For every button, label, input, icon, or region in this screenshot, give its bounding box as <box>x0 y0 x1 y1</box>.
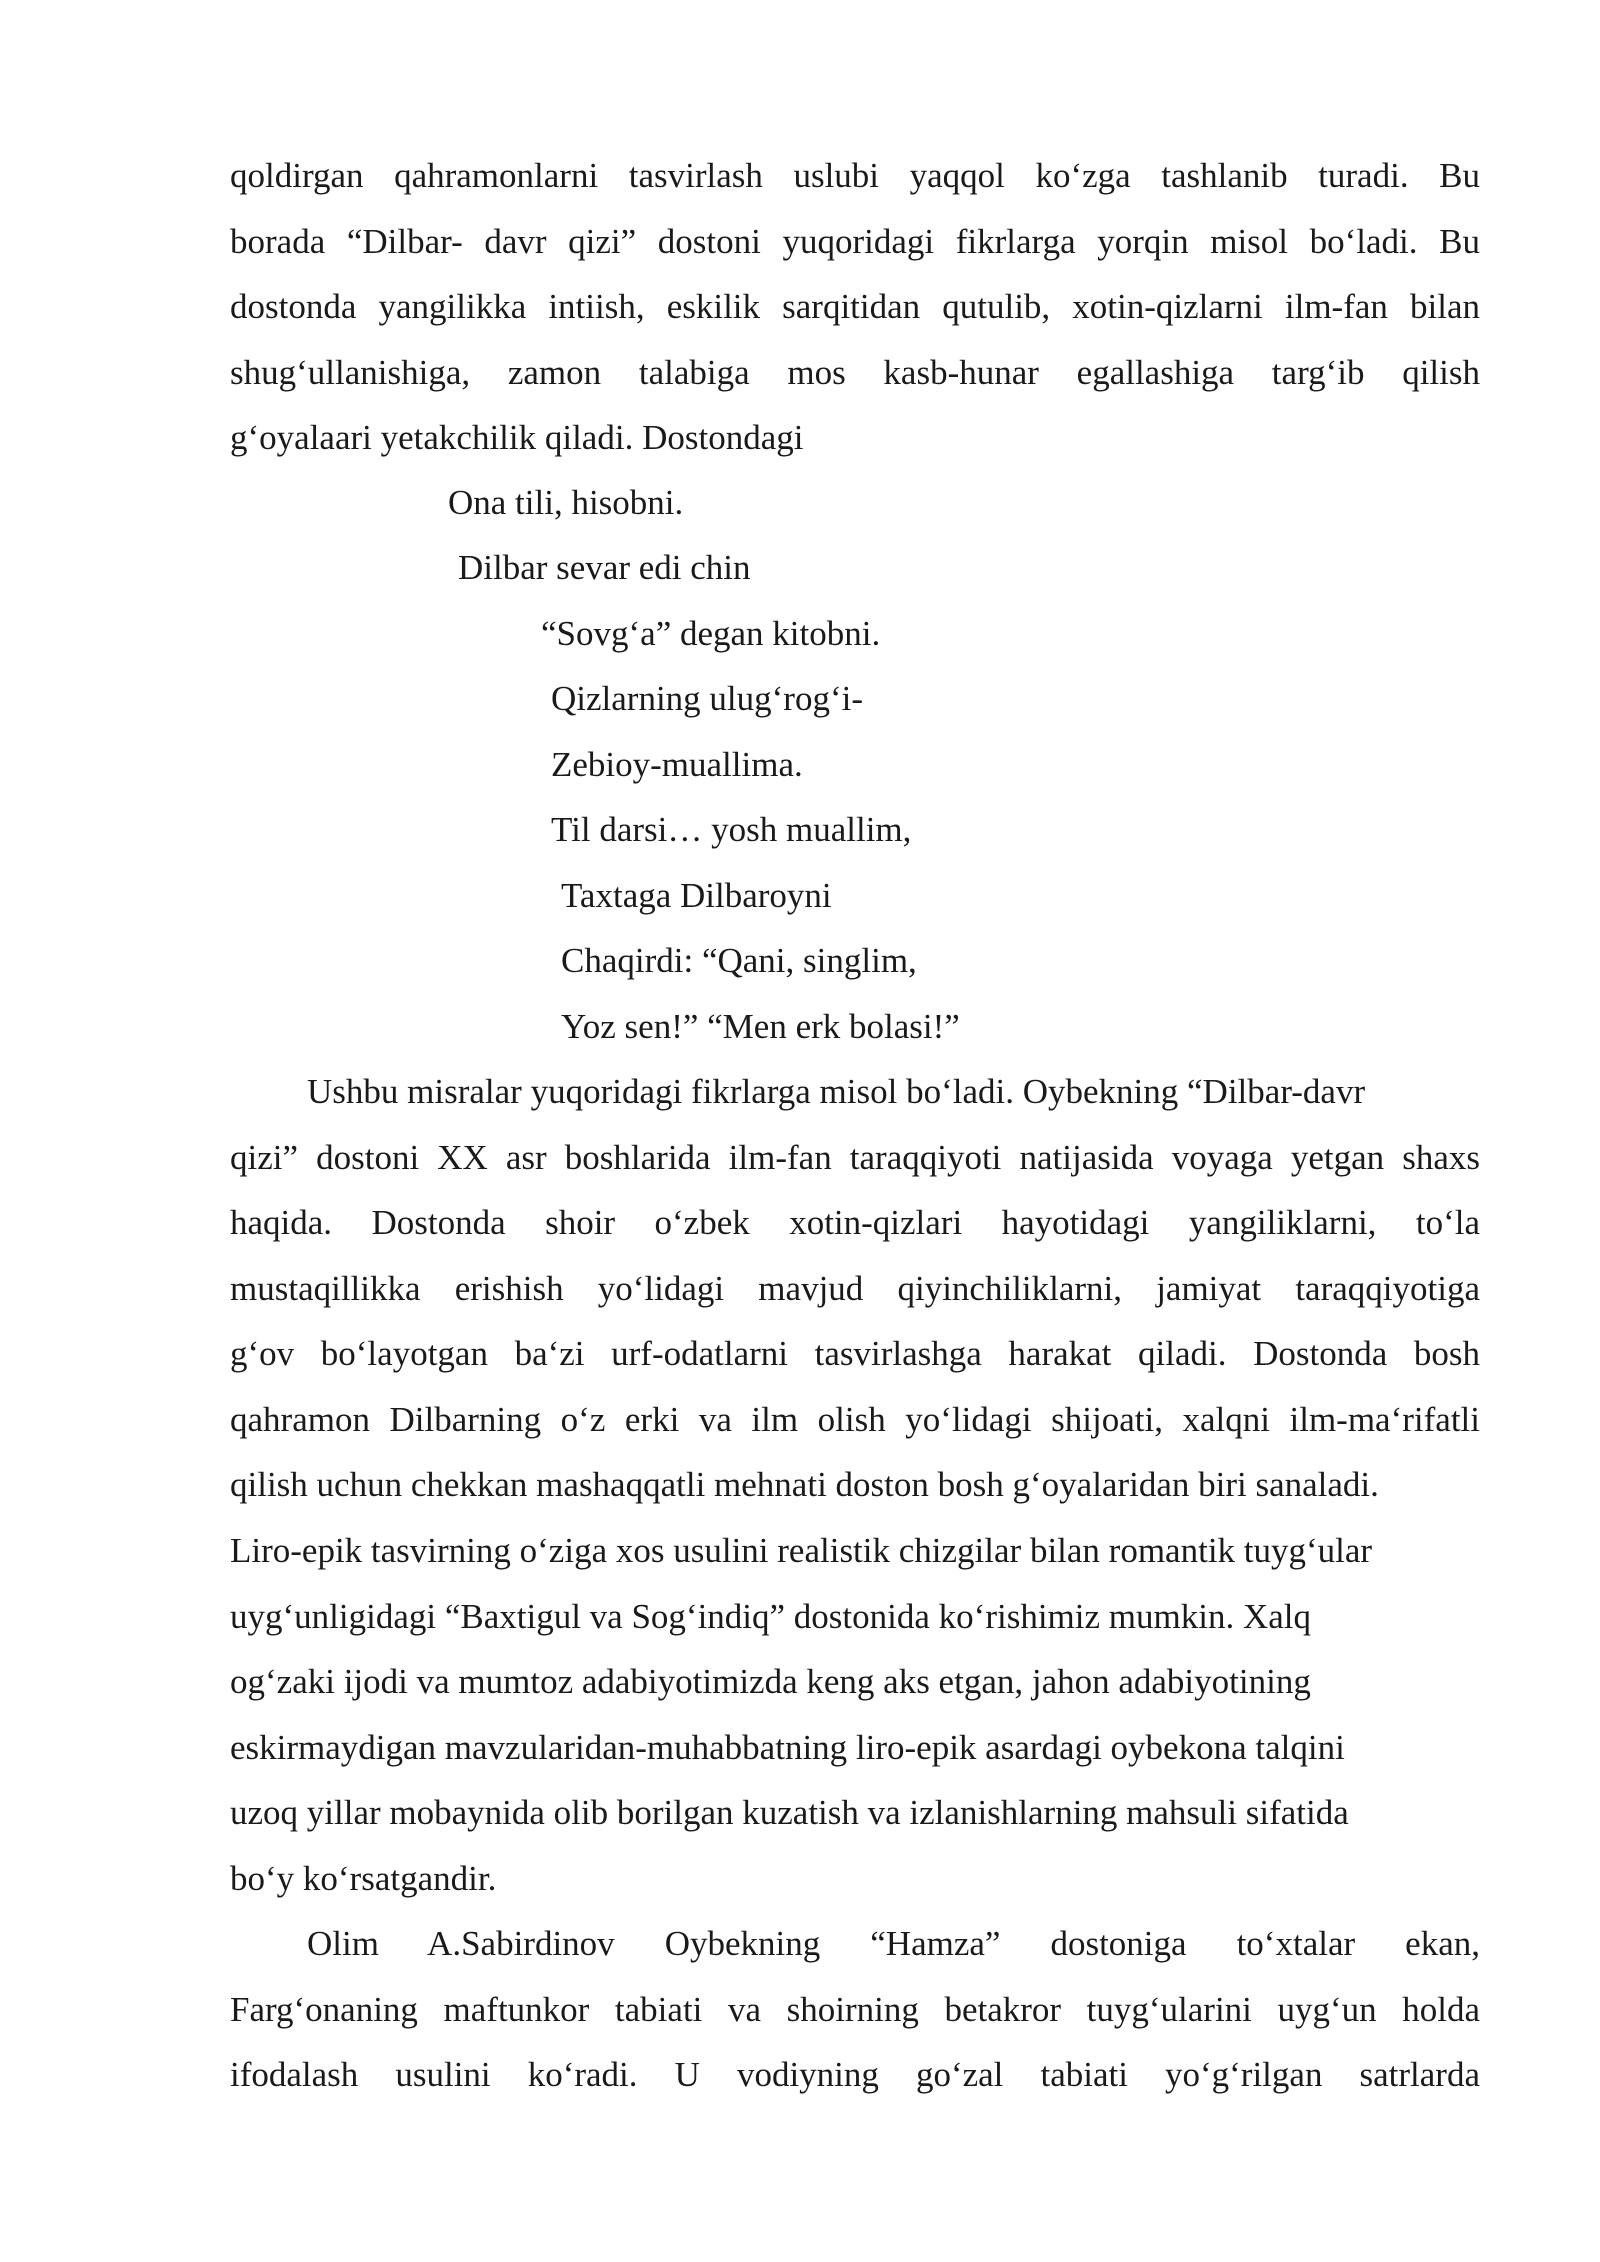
paragraph-4 <box>230 1911 1480 2108</box>
text-line: g‘ov bo‘layotgan ba‘zi urf-odatlarni tasvirlashga harakat qiladi. Dostonda bosh <box>230 1334 1480 1373</box>
text-line: qizi” dostoni XX asr boshlarida ilm-fan taraqqiyoti natijasida voyaga yetgan shaxs <box>230 1137 1480 1177</box>
paragraph-1 <box>230 143 1480 471</box>
verse-line: Zebioy-muallima. <box>551 745 803 784</box>
text-line: uyg‘unligidagi “Baxtigul va Sog‘indiq” dostonida ko‘rishimiz mumkin. Xalq <box>230 1596 1311 1636</box>
text-line: qilish uchun chekkan mashaqqatli mehnati doston bosh g‘oyalaridan biri sanaladi. <box>230 1465 1379 1504</box>
text-line: borada “Dilbar- davr qizi” dostoni yuqoridagi fikrlarga yorqin misol bo‘ladi. Bu <box>230 221 1480 261</box>
text-line: og‘zaki ijodi va mumtoz adabiyotimizda keng aks etgan, jahon adabiyotining <box>230 1662 1311 1701</box>
text-line: Olim A.Sabirdinov Oybekning “Hamza” dostoniga to‘xtalar ekan, <box>307 1924 1480 1963</box>
verse-line: Ona tili, hisobni. <box>448 483 684 522</box>
verse-line: Chaqirdi: “Qani, singlim, <box>561 941 917 980</box>
text-line: ifodalash usulini ko‘radi. U vodiyning go‘zal tabiati yo‘g‘rilgan satrlarda <box>230 2055 1480 2094</box>
text-line: bo‘y ko‘rsatgandir. <box>230 1858 497 1898</box>
text-line: Liro-epik tasvirning o‘ziga xos usulini realistik chizgilar bilan romantik tuyg‘ular <box>230 1531 1373 1570</box>
text-line: g‘oyalaari yetakchilik qiladi. Dostondagi <box>230 418 804 457</box>
text-line: dostonda yangilikka intiish, eskilik sarqitidan qutulib, xotin-qizlarni ilm-fan bilan <box>230 287 1480 326</box>
text-line: Ushbu misralar yuqoridagi fikrlarga misol bo‘ladi. Oybekning “Dilbar-davr <box>307 1072 1366 1111</box>
verse-line: Taxtaga Dilbaroyni <box>561 876 832 915</box>
text-line: mustaqillikka erishish yo‘lidagi mavjud qiyinchiliklarni, jamiyat taraqqiyotiga <box>230 1268 1480 1308</box>
text-line: shug‘ullanishiga, zamon talabiga mos kasb-hunar egallashiga targ‘ib qilish <box>230 352 1480 392</box>
verse-line: Qizlarning ulug‘rog‘i- <box>551 679 863 718</box>
verse-line: Til darsi… yosh muallim, <box>551 810 912 849</box>
text-line: eskirmaydigan mavzularidan-muhabbatning liro-epik asardagi oybekona talqini <box>230 1727 1345 1767</box>
text-line: qoldirgan qahramonlarni tasvirlash uslubi yaqqol ko‘zga tashlanib turadi. Bu <box>230 156 1480 195</box>
paragraph-2 <box>230 1059 1480 1518</box>
verse-line: Dilbar sevar edi chin <box>458 548 751 587</box>
verse-line: “Sovg‘a” degan kitobni. <box>541 614 881 653</box>
text-line: qahramon Dilbarning o‘z erki va ilm olish yo‘lidagi shijoati, xalqni ilm-ma‘rifatli <box>230 1399 1480 1439</box>
text-line: haqida. Dostonda shoir o‘zbek xotin-qizlari hayotidagi yangiliklarni, to‘la <box>230 1203 1480 1242</box>
text-line: uzoq yillar mobaynida olib borilgan kuzatish va izlanishlarning mahsuli sifatida <box>230 1793 1349 1832</box>
text-line: Farg‘onaning maftunkor tabiati va shoirning betakror tuyg‘ularini uyg‘un holda <box>230 1989 1480 2029</box>
verse-line: Yoz sen!” “Men erk bolasi!” <box>561 1007 960 1046</box>
paragraph-3 <box>230 1518 1480 1911</box>
